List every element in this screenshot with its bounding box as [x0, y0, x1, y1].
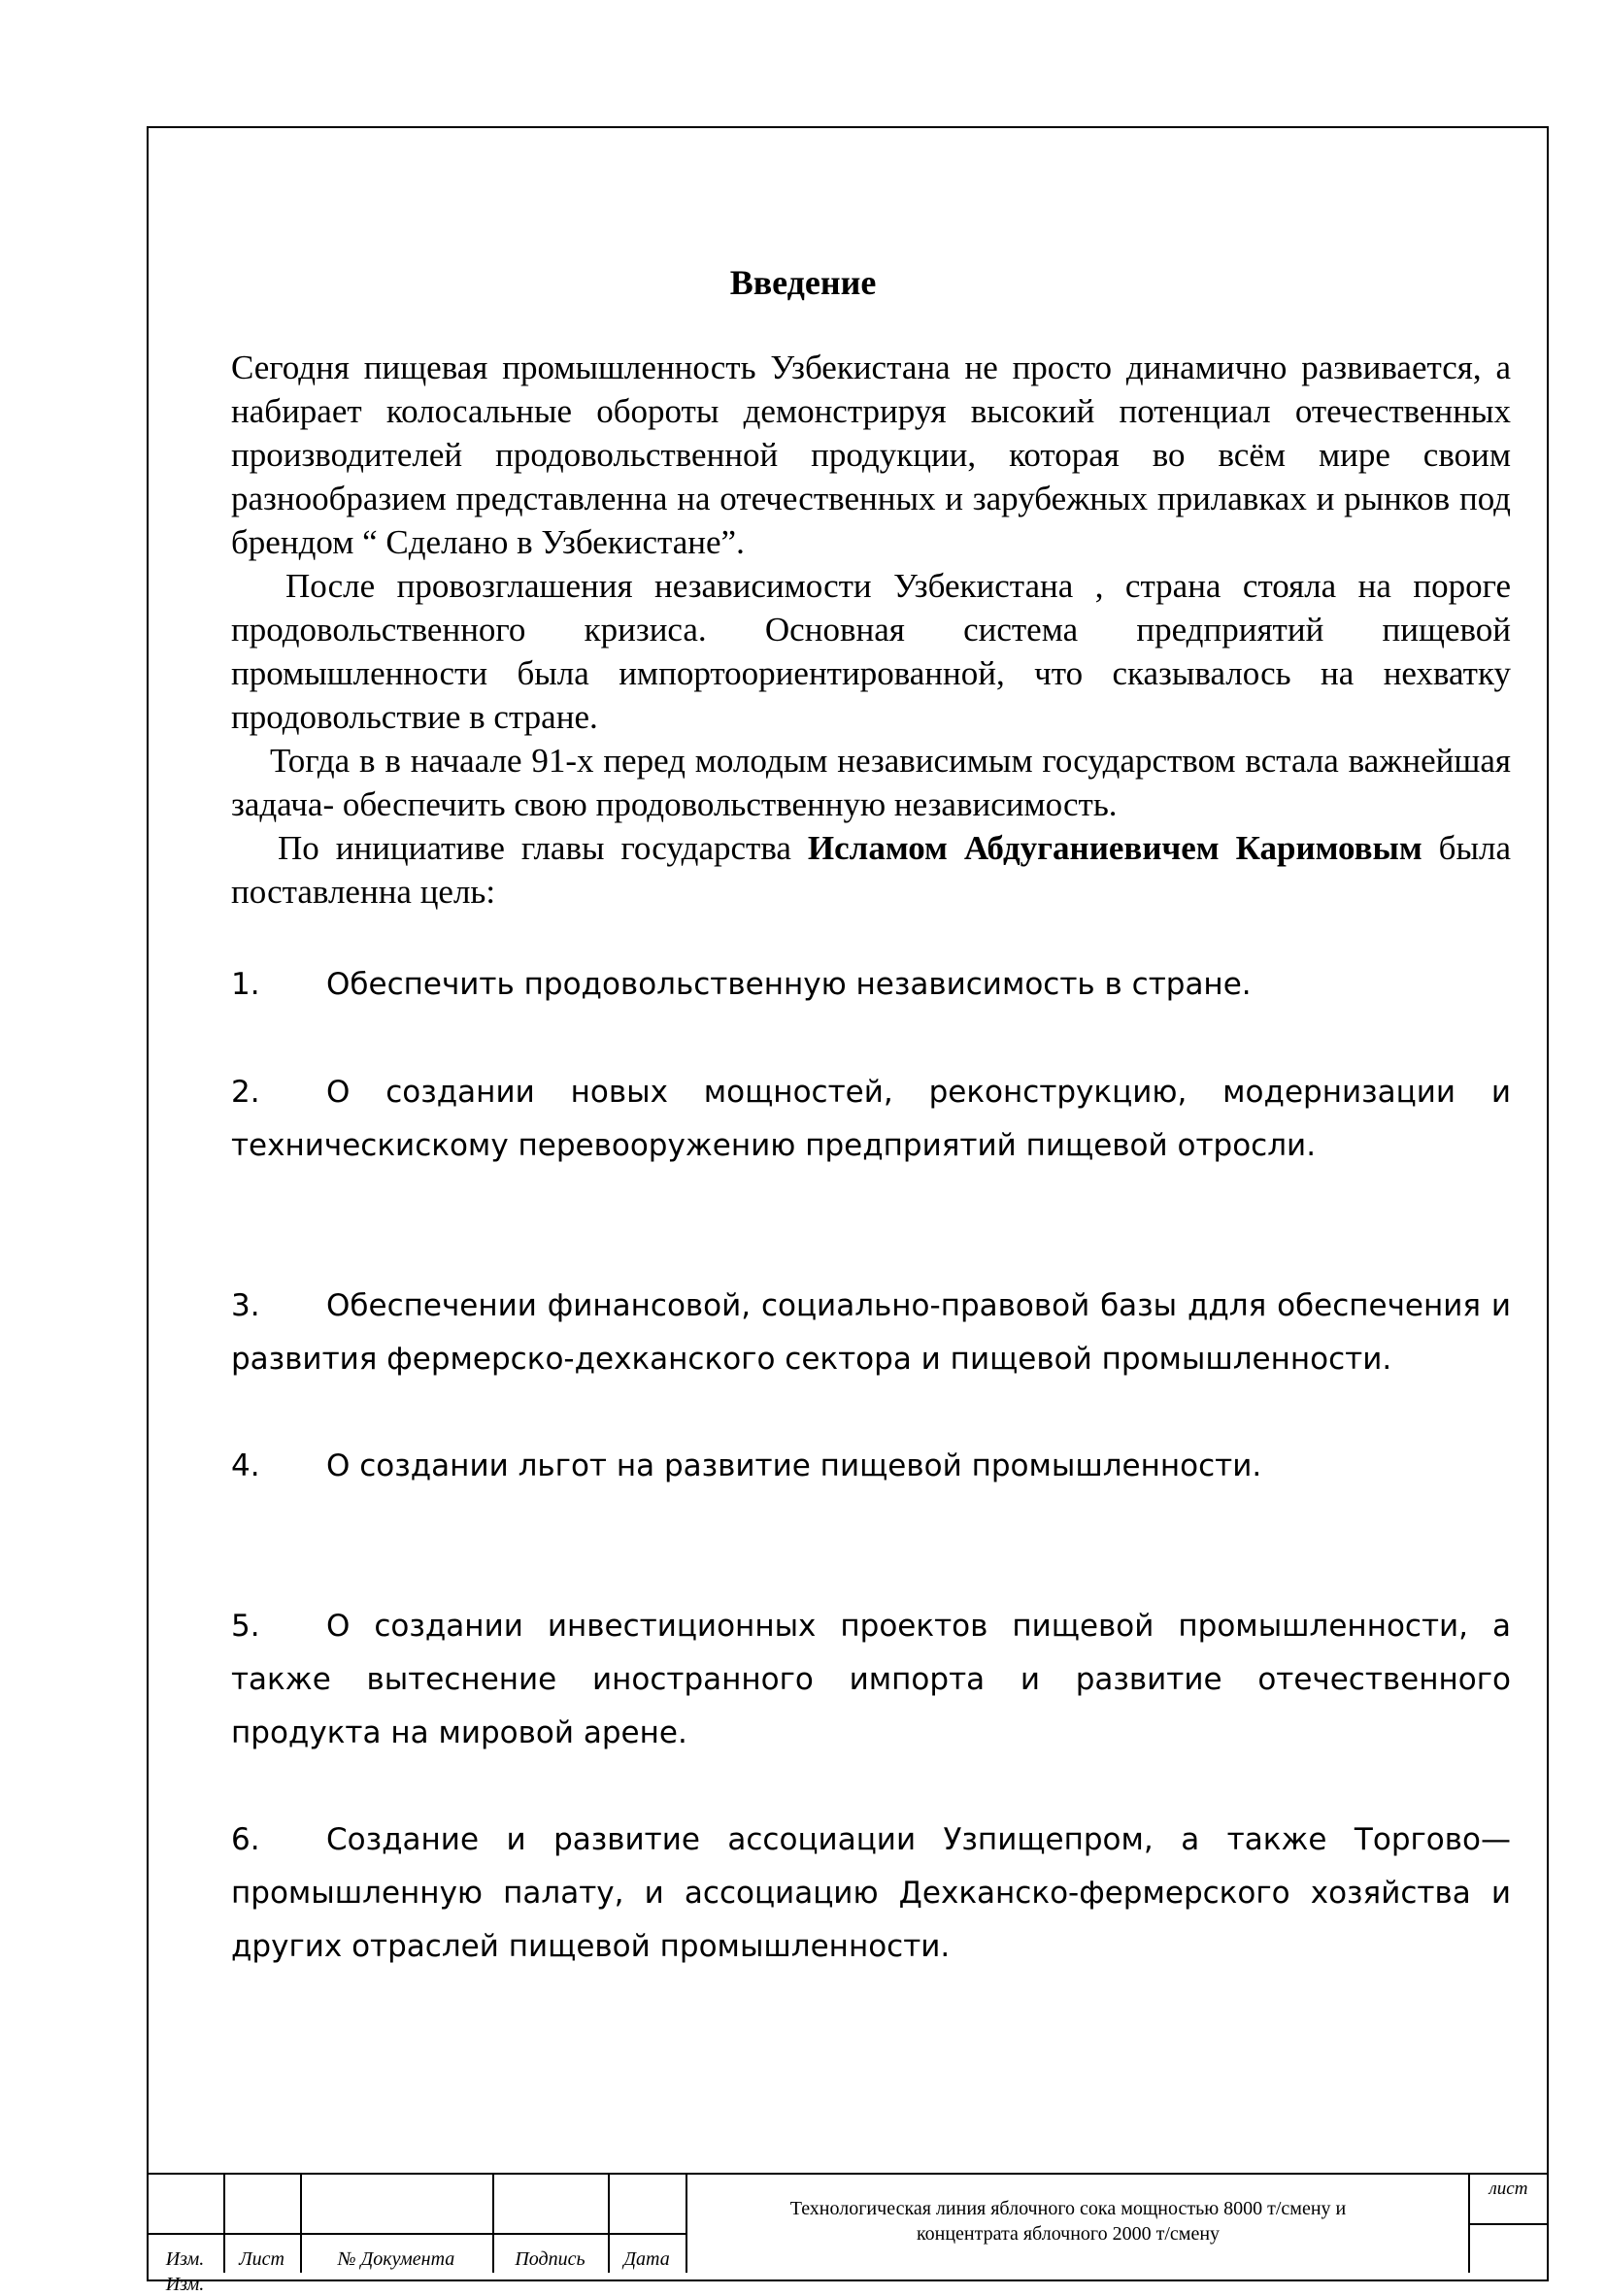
paragraph-intro: Сегодня пищевая промышленность Узбекистана не просто динамично развивается, а набирает колосальные обороты демонстрируя высокий потенциал отечественных производителей продовольственной продукции, которая во всём мире своим разнообразием представленна на отечественных и зарубежных прилавках и рынков под брендом “ Сделано в Узбекистане”. [231, 349, 1511, 561]
list-number: 4. [231, 1448, 260, 1483]
list-number: 1. [231, 967, 260, 1002]
sheet-label: лист [1489, 2179, 1528, 2199]
list-item-1 [231, 958, 1511, 1012]
column-label-date: Дата [623, 2248, 670, 2270]
initiative-name: Исламом Абдуганиевичем Каримовым [807, 829, 1422, 867]
column-label-sheet: Лист [239, 2248, 284, 2270]
list-text: О создании новых мощностей, реконструкцию, модернизации и техническискому перевооружению предприятий пищевой отросли. [231, 1075, 1511, 1163]
paragraph-initiative [231, 826, 1511, 914]
initiative-before: По инициативе главы государства [278, 829, 808, 867]
paragraph-task: Тогда в в начаале 91-х перед молодым независимым государством встала важнейшая задача- обеспечить свою продовольственную независимость. [231, 742, 1511, 823]
list-number: 3. [231, 1288, 260, 1323]
project-title [680, 2196, 1456, 2246]
column-label-document: № Документа [337, 2248, 455, 2270]
list-item-2 [231, 1066, 1511, 1173]
title-block-row-line [147, 2233, 686, 2235]
list-item-3 [231, 1280, 1511, 1386]
column-label-change: Изм. [165, 2274, 205, 2295]
list-number: 6. [231, 1822, 260, 1857]
project-title-line1: Технологическая линия яблочного сока мощностью 8000 т/смену и [789, 2198, 1347, 2219]
list-text: Создание и развитие ассоциации Узпищепром, а также Торгово—промышленную палату, и ассоциацию Дехканско-фермерского хозяйства и других отраслей пищевой промышленности. [231, 1822, 1511, 1964]
list-item-6 [231, 1814, 1511, 1974]
project-title-line2: концентрата яблочного 2000 т/смену [916, 2223, 1221, 2245]
list-item-5 [231, 1600, 1511, 1760]
list-text: Обеспечить продовольственную независимость в стране. [326, 967, 1252, 1002]
paragraph-independence: После провозглашения независимости Узбекистана , страна стояла на пороге продовольственного кризиса. Основная система предприятий пищевой промышленности была импортоориентированной, что сказывалось на нехватку продовольствие в стране. [231, 567, 1511, 736]
list-text: О создании льгот на развитие пищевой промышленности. [326, 1448, 1262, 1483]
column-label-signature: Подпись [515, 2248, 586, 2270]
list-text: О создании инвестиционных проектов пищевой промышленности, а также вытеснение иностранного импорта и развитие отечественного продукта на мировой арене. [231, 1609, 1511, 1750]
column-label-change: Изм. [165, 2248, 205, 2270]
list-number: 5. [231, 1609, 260, 1644]
list-item-4 [231, 1440, 1511, 1493]
title-block-column-labels [147, 2245, 686, 2271]
initiative-after: была поставленна цель: [231, 829, 1511, 911]
list-text: Обеспечении финансовой, социально-правовой базы ддля обеспечения и развития фермерско-дехканского сектора и пищевой промышленности. [231, 1288, 1511, 1377]
document-title: Введение [729, 263, 877, 302]
title-block-row-line [1468, 2223, 1549, 2225]
list-number: 2. [231, 1075, 260, 1110]
